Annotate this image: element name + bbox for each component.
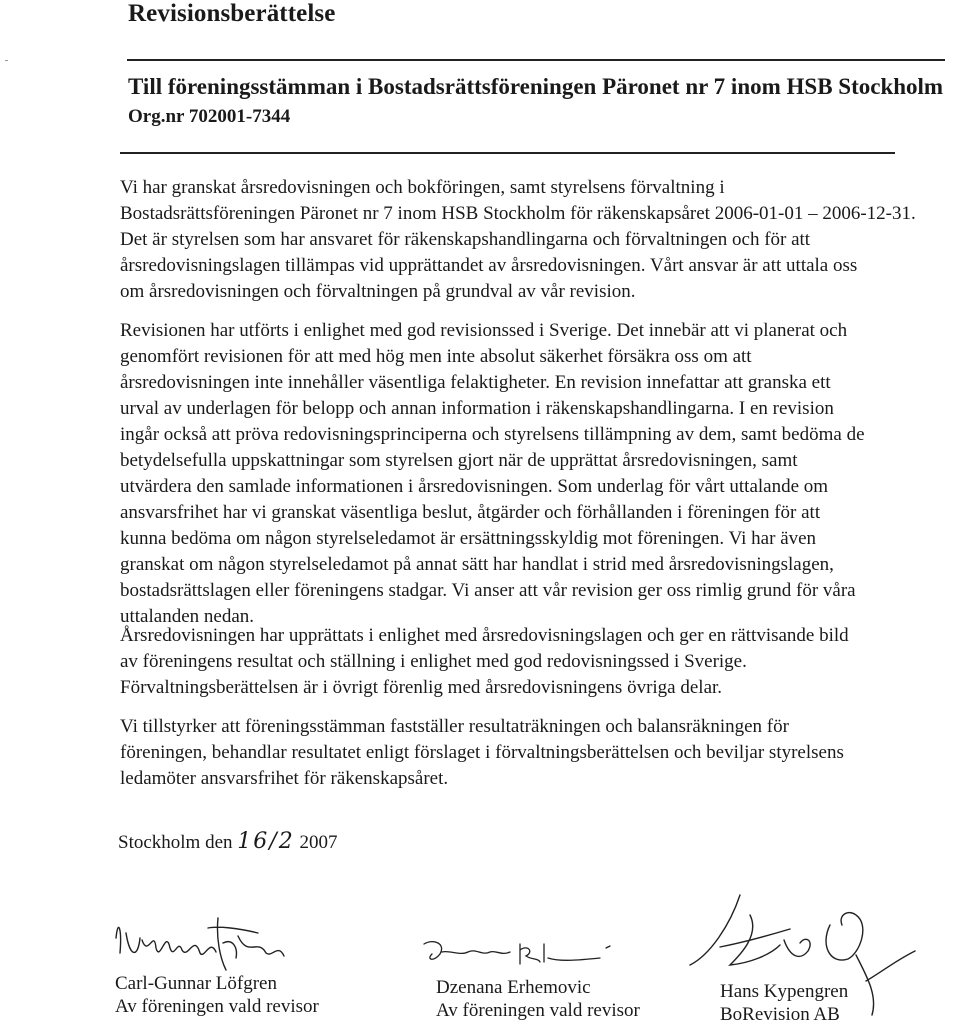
text-line: ansvarsfrihet har vi granskat väsentliga beslut, åtgärder och förhållanden i föreningen för att: [120, 502, 821, 523]
text-line: Vi har granskat årsredovisningen och bokföringen, samt styrelsens förvaltning i: [120, 177, 725, 198]
signature-dzenana-erhemovic: [420, 930, 640, 980]
handwritten-date: 16/2: [237, 829, 295, 854]
text-line: genomfört revisionen för att med hög men inte absolut säkerhet försäkra oss om att: [120, 346, 752, 367]
text-line: bostadsrättslagen eller föreningens stadgar. Vi anser att vår revision ger oss rimlig grund för våra: [120, 580, 856, 601]
signature-carl-gunnar-lofgren: [108, 898, 308, 978]
text-line: betydelsefulla uppskattningar som styrelsen gjort när de upprättat årsredovisningen, samt: [120, 450, 798, 471]
text-line: Det är styrelsen som har ansvaret för räkenskapshandlingarna och förvaltningen och för att: [120, 229, 811, 250]
paragraph-recommendation: [120, 714, 844, 792]
signatory-name: Hans Kypengren: [720, 981, 849, 1002]
text-line: föreningen, behandlar resultatet enligt förslaget i förvaltningsberättelsen och beviljar styrelsens: [120, 742, 844, 763]
text-line: Revisionen har utförts i enlighet med god revisionssed i Sverige. Det innebär att vi planerat och: [120, 320, 848, 341]
place-prefix: Stockholm den: [118, 832, 233, 853]
text-line: utvärdera den samlade informationen i årsredovisningen. Som underlag för vårt uttalande om: [120, 476, 829, 497]
text-line: av föreningens resultat och ställning i enlighet med god redovisningssed i Sverige.: [120, 651, 747, 672]
recipient-line: Till föreningsstämman i Bostadsrättsföreningen Päronet nr 7 inom HSB Stockholm: [128, 74, 944, 99]
text-line: ingår också att pröva redovisningsprinciperna och styrelsens tillämpning av dem, samt bedöma de: [120, 424, 865, 445]
text-line: urval av underlagen för belopp och annan information i räkenskapshandlingarna. I en revision: [120, 398, 834, 419]
document-title: Revisionsberättelse: [128, 0, 336, 27]
org-number: Org.nr 702001-7344: [128, 106, 291, 127]
text-line: granskat om någon styrelseledamot på annat sätt har handlat i strid med årsredovisningslagen,: [120, 554, 834, 575]
text-line: kunna bedöma om någon styrelseledamot är ersättningsskyldig mot föreningen. Vi har även: [120, 528, 817, 549]
paragraph-opinion: [120, 623, 849, 701]
header-divider: [120, 152, 895, 154]
signatory-role: Av föreningen vald revisor: [436, 1000, 640, 1021]
signatory-1: [115, 972, 319, 1018]
title-divider: [127, 59, 945, 61]
date-year: 2007: [299, 832, 338, 853]
text-line: årsredovisningen inte innehåller väsentliga felaktigheter. En revision innefattar att granska ett: [120, 372, 831, 393]
text-line: ledamöter ansvarsfrihet för räkenskapsåret.: [120, 768, 449, 789]
text-line: Förvaltningsberättelsen är i övrigt förenlig med årsredovisningens övriga delar.: [120, 677, 723, 698]
signatory-3: [720, 980, 848, 1026]
text-line: uttalanden nedan.: [120, 606, 255, 627]
text-line: Vi tillstyrker att föreningsstämman fastställer resultaträkningen och balansräkningen för: [120, 716, 789, 737]
scan-artifact: [5, 60, 8, 61]
signatory-2: [436, 976, 640, 1022]
text-line: årsredovisningslagen tillämpas vid upprättandet av årsredovisningen. Vårt ansvar är att uttala oss: [120, 255, 858, 276]
paragraph-method: [120, 318, 865, 630]
signatory-role: BoRevision AB: [720, 1004, 840, 1025]
signatory-name: Dzenana Erhemovic: [436, 977, 591, 998]
place-and-date: [118, 829, 337, 854]
signatory-role: Av föreningen vald revisor: [115, 996, 319, 1017]
text-line: Bostadsrättsföreningen Päronet nr 7 inom HSB Stockholm för räkenskapsåret 2006-01-01 – 2006-12-31.: [120, 203, 916, 224]
text-line: om årsredovisningen och förvaltningen på grundval av vår revision.: [120, 281, 636, 302]
text-line: Årsredovisningen har upprättats i enlighet med årsredovisningslagen och ger en rättvisande bild: [120, 625, 849, 646]
paragraph-scope: [120, 175, 916, 305]
signatory-name: Carl-Gunnar Löfgren: [115, 973, 277, 994]
